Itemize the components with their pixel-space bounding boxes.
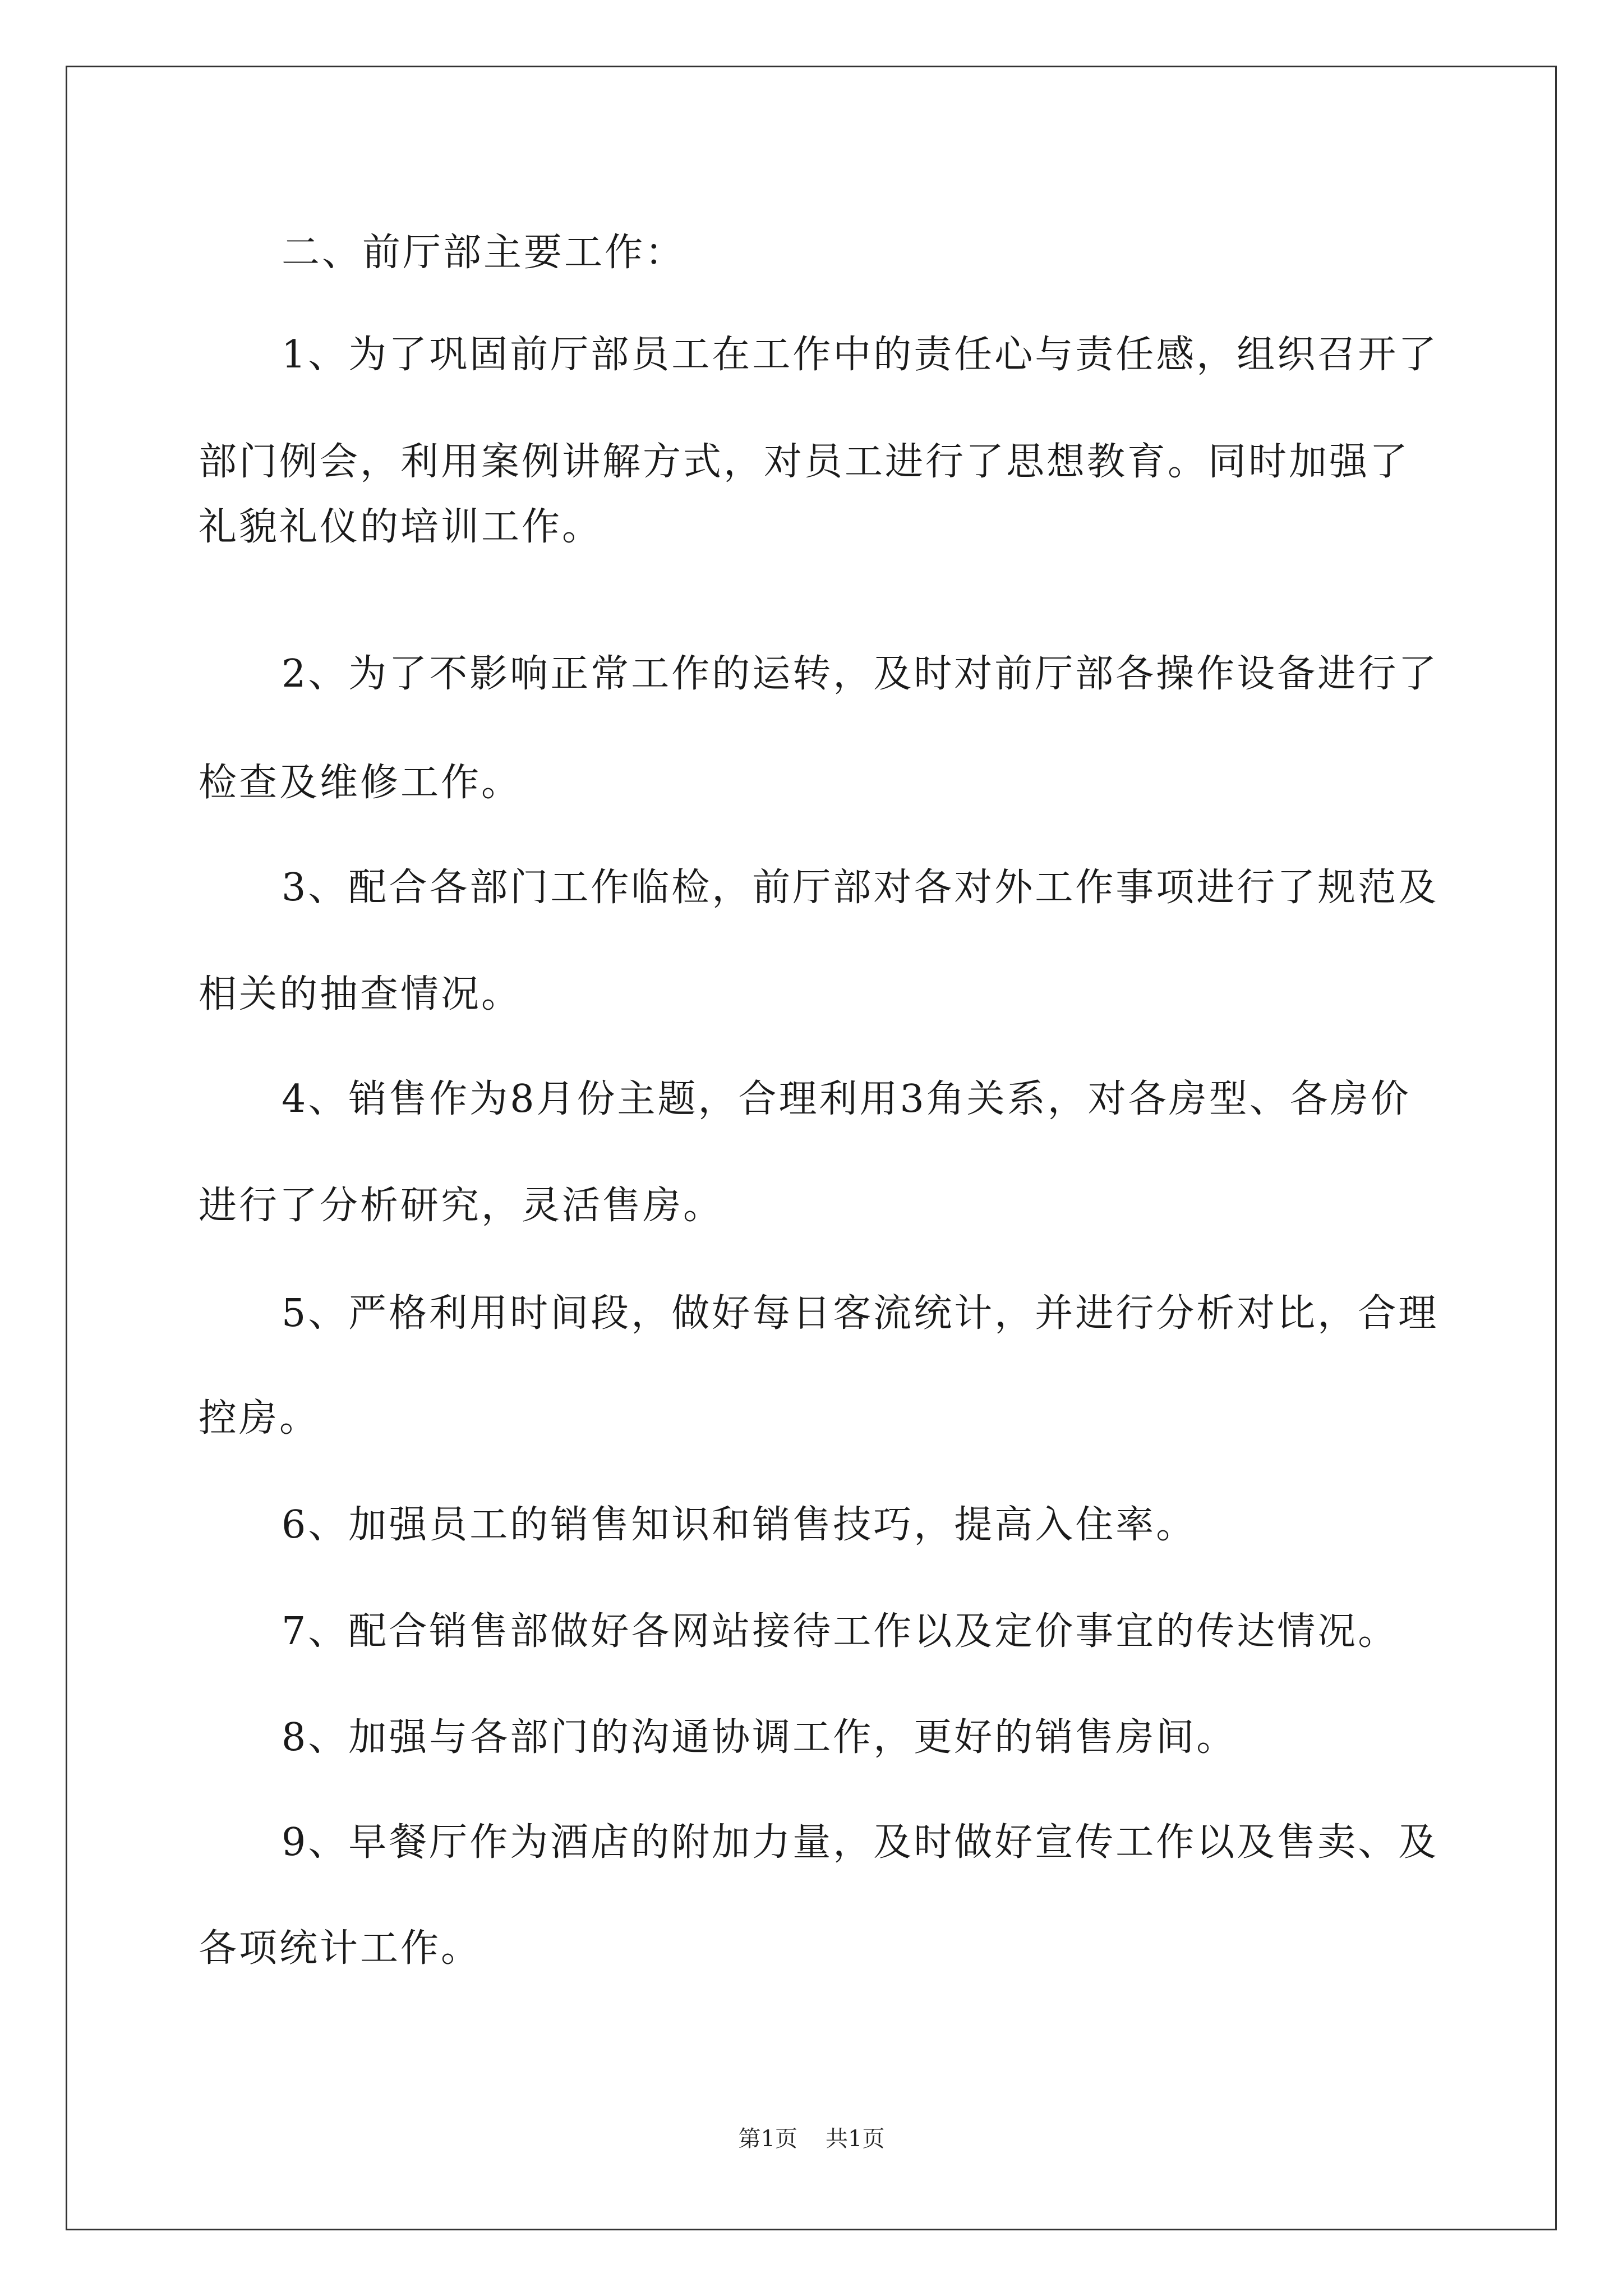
paragraph-line: 检查及维修工作。 xyxy=(199,761,522,805)
paragraph-line: 7、配合销售部做好各网站接待工作以及定价事宜的传达情况。 xyxy=(282,1609,1399,1654)
page-total: 共1页 xyxy=(826,2126,885,2152)
paragraph-line: 部门例会，利用案例讲解方式，对员工进行了思想教育。同时加强了 xyxy=(199,440,1410,484)
paragraph-line: 礼貌礼仪的培训工作。 xyxy=(199,505,603,549)
page-border xyxy=(66,66,1557,2230)
paragraph-line: 进行了分析研究，灵活售房。 xyxy=(199,1184,724,1228)
paragraph-line: 2、为了不影响正常工作的运转，及时对前厅部各操作设备进行了 xyxy=(282,652,1439,696)
paragraph-line: 5、严格利用时间段，做好每日客流统计，并进行分析对比，合理 xyxy=(282,1291,1439,1336)
paragraph-line: 控房。 xyxy=(199,1396,320,1441)
page-number: 第1页 xyxy=(738,2126,797,2152)
paragraph-line: 4、销售作为8月份主题，合理利用3角关系，对各房型、各房价 xyxy=(282,1077,1411,1121)
paragraph-line: 3、配合各部门工作临检，前厅部对各对外工作事项进行了规范及 xyxy=(282,866,1439,910)
paragraph-line: 1、为了巩固前厅部员工在工作中的责任心与责任感，组织召开了 xyxy=(282,333,1439,377)
section-heading: 二、前厅部主要工作： xyxy=(282,231,686,275)
paragraph-line: 各项统计工作。 xyxy=(199,1926,482,1971)
page-footer xyxy=(0,2125,1623,2153)
paragraph-line: 6、加强员工的销售知识和销售技巧，提高入住率。 xyxy=(282,1503,1197,1547)
paragraph-line: 相关的抽查情况。 xyxy=(199,972,522,1016)
paragraph-line: 8、加强与各部门的沟通协调工作，更好的销售房间。 xyxy=(282,1715,1237,1760)
paragraph-line: 9、早餐厅作为酒店的附加力量，及时做好宣传工作以及售卖、及 xyxy=(282,1820,1439,1865)
